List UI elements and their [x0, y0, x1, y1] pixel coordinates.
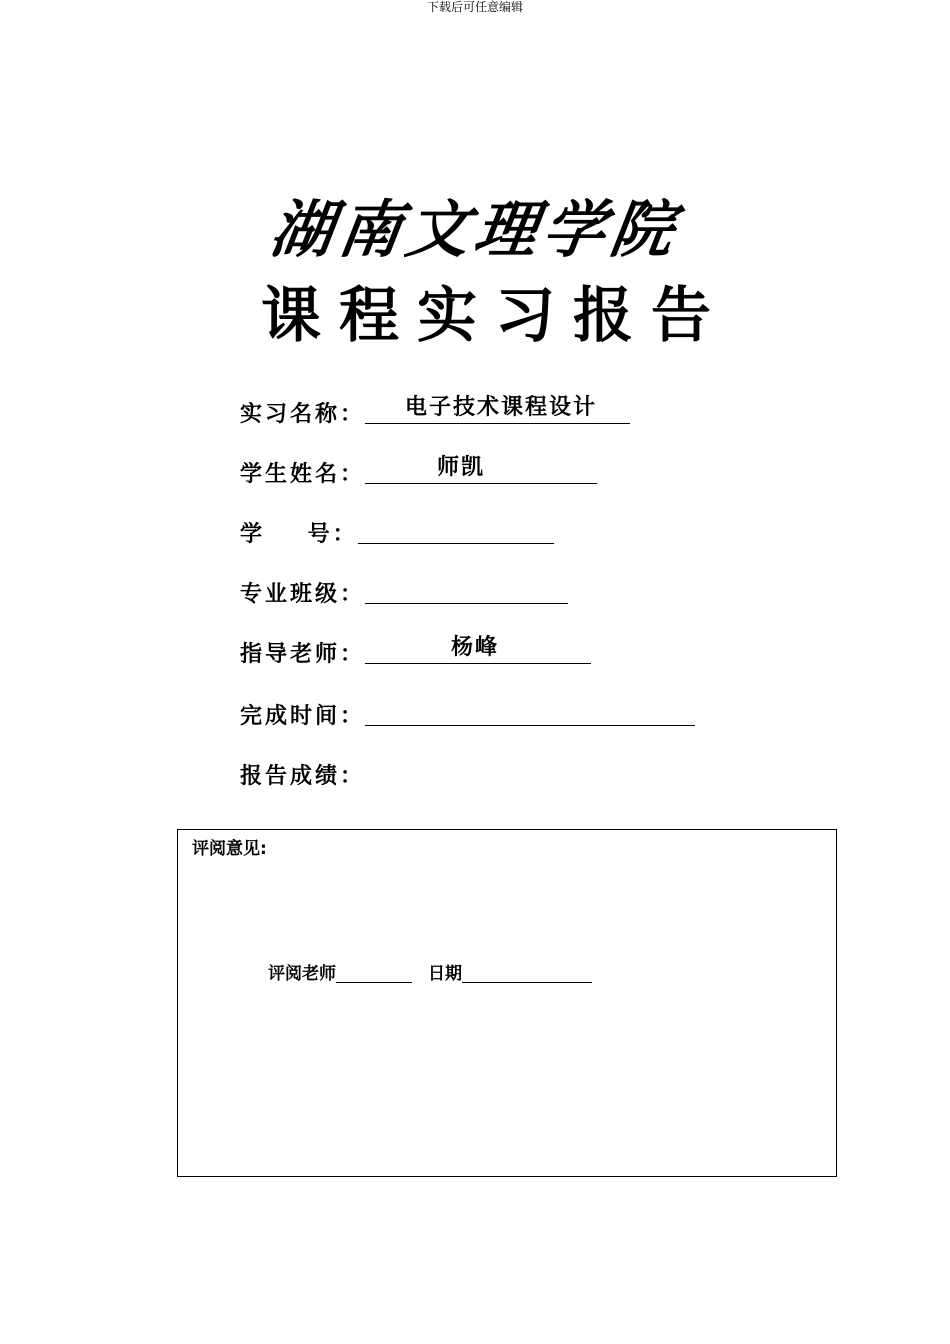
field-underline[interactable] — [365, 573, 568, 604]
field-student-name — [240, 450, 597, 490]
field-label: 完成时间： — [240, 704, 366, 729]
review-teacher-line[interactable] — [336, 962, 412, 983]
field-major-class — [240, 570, 568, 610]
review-label: 评阅意见: — [192, 839, 267, 859]
field-label: 指导老师： — [240, 642, 366, 667]
field-label: 学 号： — [240, 522, 358, 547]
header-note: 下载后可任意编辑 — [426, 0, 523, 14]
review-box[interactable] — [177, 829, 837, 1177]
field-advisor — [240, 630, 591, 670]
review-signature-row — [268, 962, 592, 985]
field-underline[interactable] — [365, 393, 630, 424]
field-value: 杨峰 — [451, 635, 500, 660]
review-teacher-label: 评阅老师 — [268, 964, 336, 984]
field-underline[interactable] — [358, 513, 554, 544]
field-underline[interactable] — [365, 695, 695, 726]
field-report-grade — [240, 752, 365, 792]
institution-logo-text: 湖南文理学院 — [265, 193, 685, 266]
field-underline[interactable] — [365, 633, 591, 664]
field-completion-time — [240, 692, 695, 732]
field-label: 报告成绩： — [240, 764, 366, 789]
field-internship-name — [240, 390, 630, 430]
field-label: 实习名称： — [240, 402, 366, 427]
field-value: 师凯 — [437, 455, 486, 480]
review-date-label: 日期 — [428, 964, 462, 984]
field-label: 专业班级： — [240, 582, 366, 607]
field-label: 学生姓名： — [240, 462, 366, 487]
field-value: 电子技术课程设计 — [405, 395, 598, 420]
field-underline[interactable] — [365, 453, 597, 484]
review-date-line[interactable] — [462, 962, 592, 983]
report-title: 课程实习报告 — [261, 281, 729, 351]
field-student-id — [240, 510, 554, 550]
